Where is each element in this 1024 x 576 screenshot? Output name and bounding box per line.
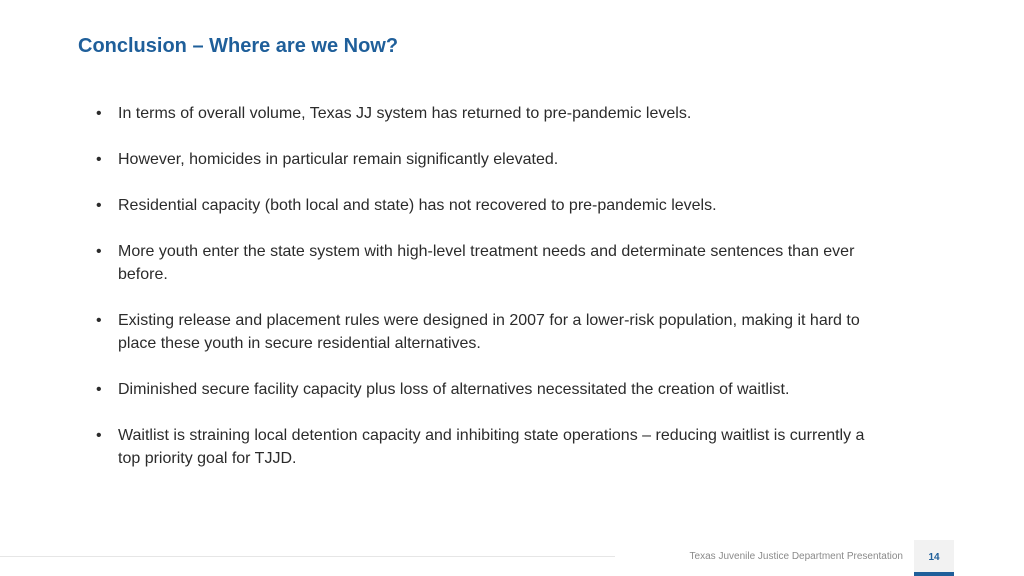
bullet-item: [96, 102, 886, 125]
bullet-text: Existing release and placement rules were designed in 2007 for a lower-risk population, making it hard to place these youth in secure residential alternatives.: [118, 312, 860, 352]
bullet-item: [96, 378, 886, 401]
bullet-item: [96, 194, 886, 217]
bullet-item: [96, 424, 886, 470]
bullet-marker: •: [96, 312, 102, 329]
bullet-item: [96, 240, 886, 286]
bullet-text: Waitlist is straining local detention capacity and inhibiting state operations – reducing waitlist is currently a top priority goal for TJJD.: [118, 427, 865, 467]
footer-divider: [0, 556, 615, 557]
bullet-text: More youth enter the state system with high-level treatment needs and determinate sentences than ever before.: [118, 243, 855, 283]
bullet-text: Diminished secure facility capacity plus loss of alternatives necessitated the creation of waitlist.: [118, 381, 790, 398]
footer-text: Texas Juvenile Justice Department Presentation: [689, 551, 903, 562]
bullet-marker: •: [96, 105, 102, 122]
bullet-marker: •: [96, 197, 102, 214]
bullet-marker: •: [96, 427, 102, 444]
bullet-item: [96, 309, 886, 355]
bullet-marker: •: [96, 151, 102, 168]
bullet-list: [96, 102, 886, 493]
bullet-text: Residential capacity (both local and state) has not recovered to pre-pandemic levels.: [118, 197, 717, 214]
bullet-marker: •: [96, 381, 102, 398]
bullet-item: [96, 148, 886, 171]
page-number: 14: [928, 552, 940, 563]
bullet-text: However, homicides in particular remain significantly elevated.: [118, 151, 559, 168]
page-number-box: [914, 540, 954, 576]
bullet-marker: •: [96, 243, 102, 260]
page-number-accent-bar: [914, 572, 954, 576]
bullet-text: In terms of overall volume, Texas JJ system has returned to pre-pandemic levels.: [118, 105, 692, 122]
slide-title: Conclusion – Where are we Now?: [78, 35, 399, 57]
